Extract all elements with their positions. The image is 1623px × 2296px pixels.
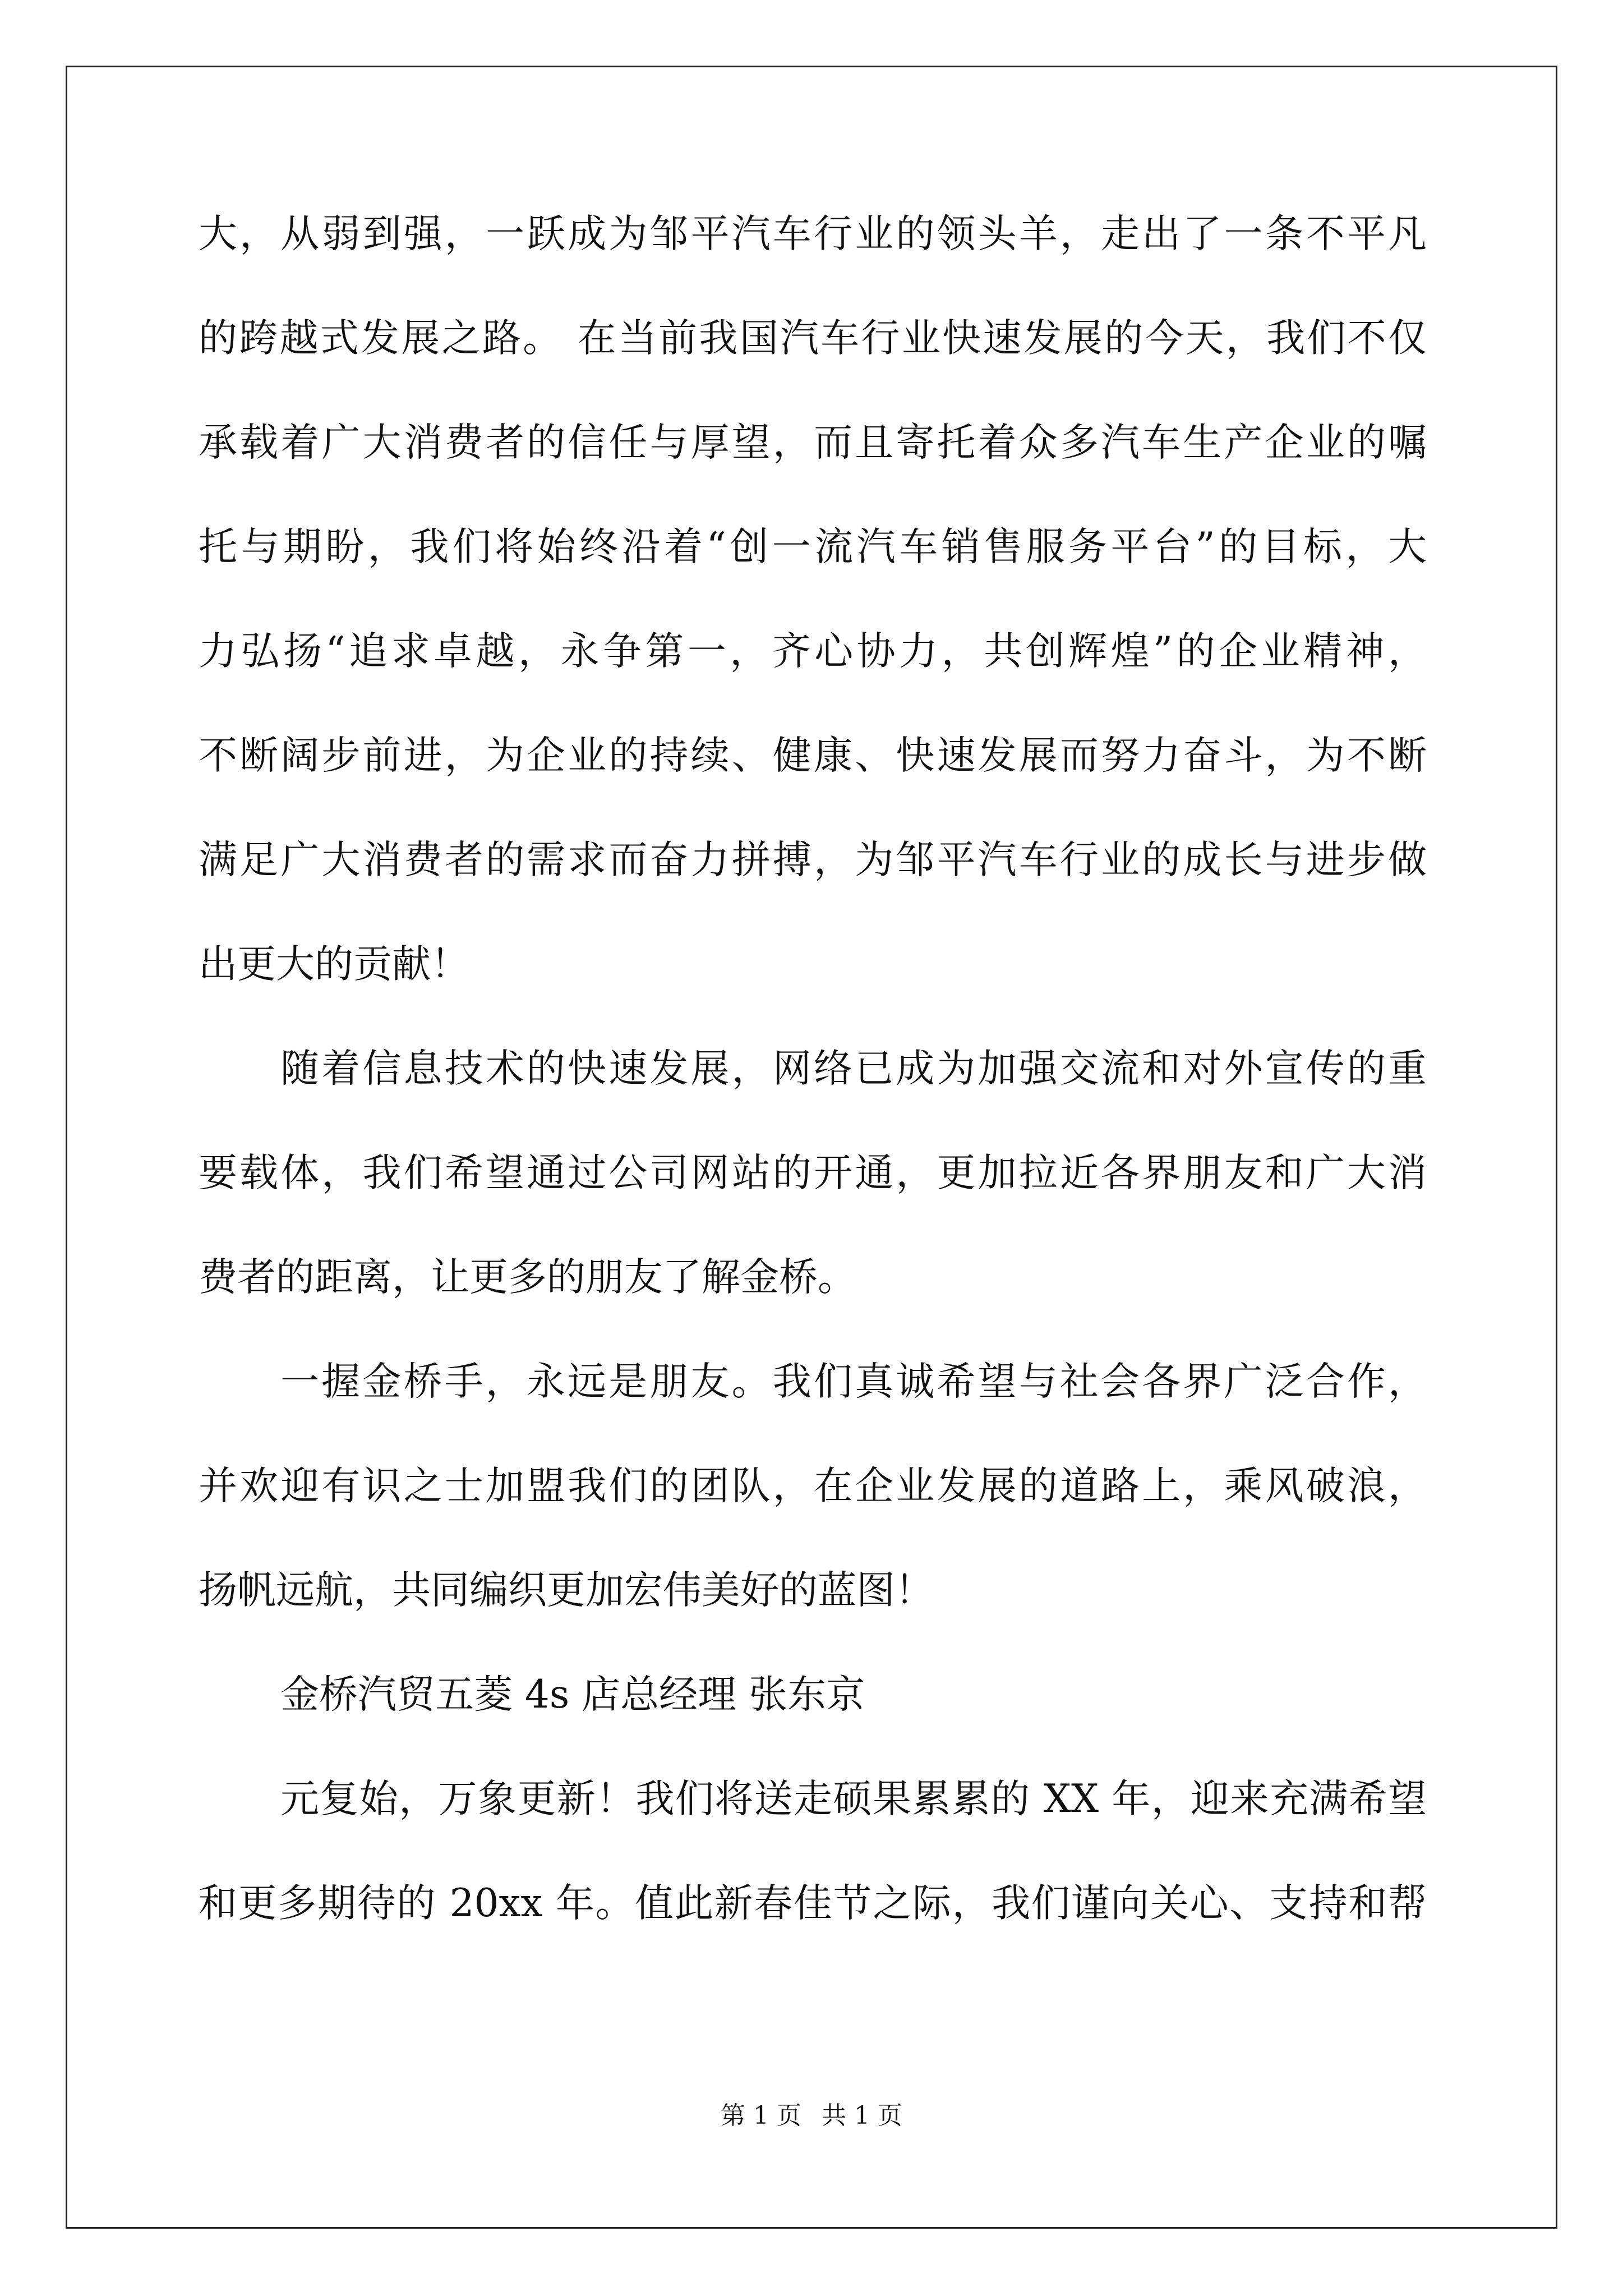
text-line: 托与期盼，我们将始终沿着“创一流汽车销售服务平台”的目标，大: [199, 524, 1427, 569]
page-number: 第 1 页: [721, 2101, 801, 2130]
text-line: 并欢迎有识之士加盟我们的团队，在企业发展的道路上，乘风破浪，: [199, 1464, 1427, 1508]
text-line: 的跨越式发展之路。 在当前我国汽车行业快速发展的今天，我们不仅: [199, 316, 1427, 361]
text-line: 出更大的贡献！: [199, 942, 469, 987]
text-line: 不断阔步前进，为企业的持续、健康、快速发展而努力奋斗，为不断: [199, 733, 1427, 778]
paragraph-first-line: 元复始，万象更新！我们将送走硕果累累的 XX 年，迎来充满希望: [280, 1777, 1427, 1821]
text-line: 要载体，我们希望通过公司网站的开通，更加拉近各界朋友和广大消: [199, 1151, 1427, 1195]
page-total: 共 1 页: [822, 2101, 902, 2130]
text-line: 扬帆远航，共同编织更加宏伟美好的蓝图！: [199, 1568, 934, 1613]
paragraph-first-line: 随着信息技术的快速发展，网络已成为加强交流和对外宣传的重: [280, 1046, 1427, 1091]
paragraph-first-line: 一握金桥手，永远是朋友。我们真诚希望与社会各界广泛合作，: [280, 1359, 1427, 1404]
text-line: 力弘扬“追求卓越，永争第一，齐心协力，共创辉煌”的企业精神，: [199, 629, 1427, 674]
text-line: 费者的距离，让更多的朋友了解金桥。: [199, 1255, 856, 1300]
text-line: 和更多期待的 20xx 年。值此新春佳节之际，我们谨向关心、支持和帮: [199, 1881, 1427, 1926]
text-line: 大，从弱到强，一跃成为邹平汽车行业的领头羊，走出了一条不平凡: [199, 211, 1427, 256]
text-line: 承载着广大消费者的信任与厚望，而且寄托着众多汽车生产企业的嘱: [199, 420, 1427, 465]
page-footer: [0, 2099, 1623, 2133]
text-line: 满足广大消费者的需求而奋力拼搏，为邹平汽车行业的成长与进步做: [199, 838, 1427, 882]
signature-line: 金桥汽贸五菱 4s 店总经理 张东京: [280, 1672, 865, 1717]
